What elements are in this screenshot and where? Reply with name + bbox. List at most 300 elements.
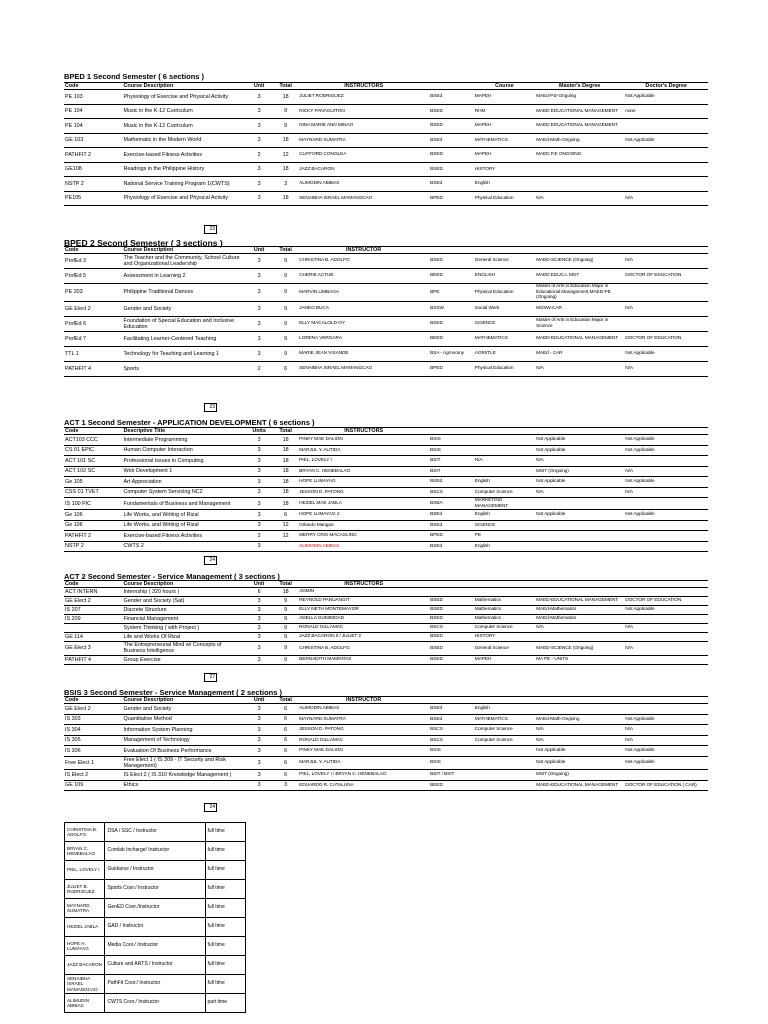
- column-header: [429, 697, 474, 704]
- table-cell: JANEO BUCA: [298, 301, 429, 316]
- table-cell: Professional Issues in Computing: [123, 456, 246, 467]
- staff-name: ALIMUDIN ABIBAS: [65, 994, 105, 1013]
- table-row: [64, 770, 708, 781]
- table-cell: Not Applicable: [535, 435, 624, 446]
- table-cell: BSED: [429, 104, 474, 119]
- table-cell: 2: [245, 361, 273, 376]
- table-cell: N/A: [624, 191, 708, 206]
- table-cell: Physical Education: [474, 191, 535, 206]
- table-cell: 3: [245, 520, 273, 531]
- table-cell: 3: [273, 780, 298, 791]
- column-header: [474, 697, 535, 704]
- column-header: Code: [64, 247, 123, 254]
- table-row: [64, 756, 708, 769]
- table-cell: 9: [273, 346, 298, 361]
- table-row: [64, 361, 708, 376]
- table-cell: English: [474, 510, 535, 521]
- table-cell: BSCS: [429, 725, 474, 736]
- table-header-row: [64, 247, 708, 254]
- table-row: [64, 606, 708, 615]
- table-cell: 3: [245, 735, 273, 746]
- table-cell: 9: [273, 642, 298, 655]
- staff-row: [65, 918, 246, 937]
- column-header: [624, 247, 708, 254]
- table-cell: JAZZ BACARON II / JULIET 2: [298, 633, 429, 642]
- table-cell: PATHFIT 2: [64, 148, 123, 163]
- table-cell: JAZZ BACARON: [298, 162, 429, 177]
- table-cell: 9: [273, 316, 298, 331]
- table-cell: System Thinking ( with Project ): [123, 624, 246, 633]
- table-cell: Evaluation Of Business Performance: [123, 746, 246, 757]
- table-cell: 3: [245, 477, 273, 488]
- column-header: Total: [273, 247, 298, 254]
- table-cell: 3: [245, 510, 273, 521]
- table-row: [64, 445, 708, 456]
- table-cell: Life Works, and Writing of Rizal: [123, 510, 246, 521]
- table-cell: 3: [245, 119, 273, 134]
- table-cell: [474, 588, 535, 597]
- table-cell: Mathematics: [474, 606, 535, 615]
- table-cell: N/A: [535, 361, 624, 376]
- table-cell: MSSW-CAR: [535, 301, 624, 316]
- table-cell: BSCS: [429, 624, 474, 633]
- staff-role: Media Coor./ Instructor: [105, 937, 205, 956]
- table-cell: Facilitating Learner-Centered Teaching: [123, 331, 246, 346]
- column-header: [624, 581, 708, 588]
- table-cell: Information System Planning: [123, 725, 246, 736]
- table-cell: 3: [245, 633, 273, 642]
- table-cell: [624, 704, 708, 715]
- table-cell: Music in the K-12 Curriculum: [123, 104, 246, 119]
- table-cell: Foundation of Special Education and Inclusive Education: [123, 316, 246, 331]
- table-cell: Master of Arts in Education Major in Science: [535, 316, 624, 331]
- table-cell: MAED P.E ONGOING: [535, 148, 624, 163]
- table-cell: 3: [245, 254, 273, 269]
- table-cell: JESSON D. PATONG: [298, 487, 429, 498]
- table-cell: MAEd-Math-Ongoing: [535, 714, 624, 725]
- table-row: [64, 133, 708, 148]
- table-cell: General Science: [474, 254, 535, 269]
- table-cell: REYNOLD PANUANGIT: [298, 597, 429, 606]
- table-cell: [474, 746, 535, 757]
- table-cell: N/A: [535, 456, 624, 467]
- table-cell: EDUARDO R. CATALUNA: [298, 780, 429, 791]
- staff-status: full time: [205, 937, 245, 956]
- staff-role: Comlab Incharge/ Instructor: [105, 842, 205, 861]
- table-cell: ACT103 CCC: [64, 435, 123, 446]
- table-cell: N/A: [624, 725, 708, 736]
- staff-name: JULIET B. RODRIGUEZ: [65, 880, 105, 899]
- table-cell: N/A: [535, 624, 624, 633]
- table-cell: 3: [245, 331, 273, 346]
- table-cell: Not Applicable: [624, 746, 708, 757]
- act1-schedule-table: [64, 427, 708, 552]
- table-cell: MAED EDUCATIONAL MANAGEMENT: [535, 104, 624, 119]
- table-cell: BPED: [429, 191, 474, 206]
- table-cell: ADELLA GUMIMOAD: [298, 615, 429, 624]
- table-cell: 18: [273, 191, 298, 206]
- table-cell: Web Development 1: [123, 466, 246, 477]
- table-cell: Financial Management: [123, 615, 246, 624]
- table-cell: 3: [245, 541, 273, 552]
- staff-status: full time: [205, 918, 245, 937]
- table-cell: 12: [273, 520, 298, 531]
- table-cell: Ge 106: [64, 520, 123, 531]
- table-cell: ENGLISH: [474, 269, 535, 284]
- table-cell: 6: [273, 704, 298, 715]
- column-header: Total: [273, 428, 298, 435]
- table-cell: MAPEH: [474, 148, 535, 163]
- table-cell: 9: [273, 606, 298, 615]
- staff-name: CHRISTINA B. ADOLFO: [65, 823, 105, 842]
- table-cell: MA PE - UNITS: [535, 655, 624, 664]
- table-cell: Exercise-based Fitness Activities: [123, 531, 246, 542]
- table-cell: PATHFIT 2: [64, 531, 123, 542]
- table-cell: 6: [273, 756, 298, 769]
- table-cell: 3: [245, 770, 273, 781]
- staff-role: CWTS Coor./ Instructor: [105, 994, 205, 1013]
- column-header: Unit: [245, 697, 273, 704]
- table-cell: 9: [273, 301, 298, 316]
- table-cell: Not Applicable: [535, 477, 624, 488]
- table-cell: 3: [245, 655, 273, 664]
- table-cell: MATHEMATICS: [474, 133, 535, 148]
- table-cell: AGRI/TLE: [474, 346, 535, 361]
- table-cell: General Science: [474, 642, 535, 655]
- table-row: [64, 466, 708, 477]
- bsis3-schedule-table: [64, 696, 708, 791]
- column-header: Unit: [245, 581, 273, 588]
- bped2-total-units: 23: [204, 403, 217, 412]
- table-cell: [624, 148, 708, 163]
- staff-role: PathFit Coor./ Instructor: [105, 975, 205, 994]
- table-cell: 2: [245, 531, 273, 542]
- table-cell: 3: [245, 498, 273, 510]
- table-cell: BSIS: [429, 756, 474, 769]
- staff-role: GenED Coor./Instructor: [105, 899, 205, 918]
- table-cell: BSEd: [429, 541, 474, 552]
- staff-row: [65, 861, 246, 880]
- table-cell: MATHEMATICS: [474, 331, 535, 346]
- table-cell: MATHEMATICS: [474, 714, 535, 725]
- staff-roles-table: [64, 822, 246, 1013]
- table-cell: Not Applicable: [624, 133, 708, 148]
- table-cell: Gender and Society: [123, 301, 246, 316]
- table-cell: BSEd: [429, 714, 474, 725]
- staff-status: full time: [205, 975, 245, 994]
- table-cell: 3: [245, 162, 273, 177]
- table-cell: [624, 162, 708, 177]
- table-cell: MAED-SCIENCE (Ongoing): [535, 254, 624, 269]
- table-cell: NINA MARIE ANN MINAO: [298, 119, 429, 134]
- table-cell: DOCTOR OF EDUCATION: [624, 597, 708, 606]
- table-row: [64, 119, 708, 134]
- table-cell: Not Applicable: [624, 714, 708, 725]
- table-cell: ACT 101 SC: [64, 456, 123, 467]
- table-cell: BSED: [429, 119, 474, 134]
- table-cell: Computer Science: [474, 735, 535, 746]
- table-cell: Not Applicable: [624, 90, 708, 105]
- table-cell: ProfEd 5: [64, 269, 123, 284]
- table-cell: [624, 456, 708, 467]
- table-row: [64, 588, 708, 597]
- table-row: [64, 435, 708, 446]
- staff-name: SENAIBHA ISRAEL MAMANGCAO: [65, 975, 105, 994]
- table-cell: 9: [273, 597, 298, 606]
- table-cell: MAEd-Math-Ongoing: [535, 133, 624, 148]
- table-cell: N/A: [624, 361, 708, 376]
- table-cell: Not Applicable: [624, 435, 708, 446]
- table-header-row: [64, 83, 708, 90]
- table-cell: N/A: [624, 487, 708, 498]
- table-cell: IS 209: [64, 615, 123, 624]
- table-cell: MAPEH: [474, 90, 535, 105]
- table-cell: Physiology of Exercise and Physical Activity: [123, 90, 246, 105]
- column-header: [429, 581, 474, 588]
- table-cell: Fundamentals of Business and Management: [123, 498, 246, 510]
- staff-row: [65, 823, 246, 842]
- table-cell: HEZIEL MAE JABLA: [298, 498, 429, 510]
- table-cell: [474, 445, 535, 456]
- table-cell: IS Elect 2 ( IS 310 Knowledge Management ): [123, 770, 246, 781]
- table-cell: ELLY NETH MONTEMAYOR: [298, 606, 429, 615]
- column-header: [429, 247, 474, 254]
- table-cell: BEED: [429, 331, 474, 346]
- column-header: [474, 428, 535, 435]
- table-cell: N/A: [624, 642, 708, 655]
- staff-status: full time: [205, 823, 245, 842]
- table-cell: PINKY MAE DALION: [298, 746, 429, 757]
- table-cell: LORENA VERGARA: [298, 331, 429, 346]
- table-cell: MERRY CRIS MACASLING: [298, 531, 429, 542]
- table-cell: [474, 435, 535, 446]
- table-cell: BSEd: [429, 704, 474, 715]
- table-cell: GE 103: [64, 133, 123, 148]
- table-cell: [624, 520, 708, 531]
- table-cell: 9: [273, 284, 298, 302]
- column-header: [624, 428, 708, 435]
- table-cell: Not Applicable: [624, 477, 708, 488]
- table-row: [64, 162, 708, 177]
- table-cell: 3: [245, 133, 273, 148]
- column-header: Unit: [245, 83, 273, 90]
- table-row: [64, 510, 708, 521]
- column-header: Code: [64, 83, 123, 90]
- table-cell: N/A: [624, 254, 708, 269]
- table-cell: Not Applicable: [535, 445, 624, 456]
- table-cell: GE 114: [64, 633, 123, 642]
- table-row: [64, 498, 708, 510]
- staff-row: [65, 899, 246, 918]
- table-cell: Mathematics: [474, 615, 535, 624]
- table-cell: MARJUL Y. AUTIDA: [298, 756, 429, 769]
- table-cell: PINKY MAE DALION: [298, 435, 429, 446]
- table-cell: GE Elect 2: [64, 597, 123, 606]
- table-cell: BSEd: [429, 90, 474, 105]
- table-row: [64, 714, 708, 725]
- table-row: [64, 531, 708, 542]
- table-cell: [535, 541, 624, 552]
- column-header: [535, 581, 624, 588]
- table-cell: 18: [273, 435, 298, 446]
- section-title-act1: ACT 1 Second Semester - APPLICATION DEVELOPMENT ( 6 sections ): [64, 418, 315, 427]
- staff-role: GAD / Instructor: [105, 918, 205, 937]
- table-cell: Ge 105: [64, 477, 123, 488]
- table-cell: IS Elect 2: [64, 770, 123, 781]
- column-header: Course Description: [123, 247, 246, 254]
- table-cell: BPED: [429, 361, 474, 376]
- table-cell: ProfEd 6: [64, 316, 123, 331]
- table-cell: Technology for Teaching and Learning 1: [123, 346, 246, 361]
- table-cell: 18: [273, 487, 298, 498]
- table-cell: Orlando Mangao: [298, 520, 429, 531]
- table-cell: 3: [245, 756, 273, 769]
- table-cell: ALIMODIN ABIBAS: [298, 704, 429, 715]
- table-cell: 3: [245, 104, 273, 119]
- table-cell: MAYNARD SUMATRA: [298, 133, 429, 148]
- table-cell: JULIET RODRIGUEZ: [298, 90, 429, 105]
- column-header: Course Description: [123, 697, 246, 704]
- table-cell: Music in the K-12 Curriculum: [123, 119, 246, 134]
- table-cell: BSEd: [429, 177, 474, 192]
- table-cell: HOPE LUMAYAG: [298, 477, 429, 488]
- table-cell: Quantitative Method: [123, 714, 246, 725]
- table-cell: BSIT: [429, 456, 474, 467]
- table-cell: SCIENCE: [474, 316, 535, 331]
- table-cell: N/A: [535, 725, 624, 736]
- table-cell: BSED: [429, 633, 474, 642]
- table-cell: [624, 531, 708, 542]
- table-cell: MAPEH: [474, 119, 535, 134]
- table-cell: [474, 780, 535, 791]
- table-cell: HISTORY: [474, 633, 535, 642]
- table-cell: Human Computer Interaction: [123, 445, 246, 456]
- table-cell: Internship ( 320 hours ): [123, 588, 246, 597]
- table-cell: 6: [273, 735, 298, 746]
- table-row: [64, 90, 708, 105]
- section-title-bped2: BPED 2 Second Semester ( 3 sections ): [64, 238, 223, 248]
- table-cell: GE Elect 2: [64, 301, 123, 316]
- table-cell: 3: [245, 746, 273, 757]
- table-cell: 3: [245, 725, 273, 736]
- table-cell: 6: [273, 770, 298, 781]
- table-cell: 3: [245, 301, 273, 316]
- table-cell: Not Applicable: [535, 510, 624, 521]
- table-cell: PE 103: [64, 90, 123, 105]
- table-cell: BSED: [429, 254, 474, 269]
- table-cell: CLIFFORD CONOLEA: [298, 148, 429, 163]
- staff-name: JAZZ BACARON: [65, 956, 105, 975]
- table-row: [64, 269, 708, 284]
- table-cell: 3: [245, 714, 273, 725]
- table-cell: MAED-SCIENCE (Ongoing): [535, 642, 624, 655]
- table-cell: BSIT: [429, 466, 474, 477]
- table-cell: BSEd: [429, 510, 474, 521]
- table-cell: BSEd: [429, 520, 474, 531]
- table-cell: PE 203: [64, 284, 123, 302]
- column-header: Unit: [245, 247, 273, 254]
- table-cell: 6: [273, 714, 298, 725]
- table-cell: 18: [273, 133, 298, 148]
- table-cell: [624, 316, 708, 331]
- table-cell: Mathematic in the Modern World: [123, 133, 246, 148]
- table-cell: [535, 162, 624, 177]
- table-row: [64, 148, 708, 163]
- bped1-total-units: 23: [204, 225, 217, 234]
- table-cell: Sports: [123, 361, 246, 376]
- table-cell: [535, 520, 624, 531]
- table-cell: [474, 756, 535, 769]
- column-header: INSTRUCTORS: [298, 581, 429, 588]
- table-header-row: [64, 581, 708, 588]
- table-row: [64, 725, 708, 736]
- table-cell: 3: [245, 90, 273, 105]
- table-cell: 2: [245, 148, 273, 163]
- table-row: [64, 735, 708, 746]
- table-cell: MAEd-P.E-Ongoing: [535, 90, 624, 105]
- table-cell: Physical Education: [474, 361, 535, 376]
- table-cell: [624, 770, 708, 781]
- table-cell: 6: [245, 588, 273, 597]
- column-header: INSTRUCTOR: [298, 697, 429, 704]
- table-cell: 9: [273, 104, 298, 119]
- table-cell: 3: [245, 487, 273, 498]
- table-cell: Physical Education: [474, 284, 535, 302]
- table-cell: 3: [245, 642, 273, 655]
- table-cell: [273, 541, 298, 552]
- table-cell: RONALD GILLAMAC: [298, 735, 429, 746]
- table-cell: English: [474, 477, 535, 488]
- table-cell: BSED: [429, 655, 474, 664]
- staff-role: Guidance / Instructor: [105, 861, 205, 880]
- table-cell: BSCS: [429, 487, 474, 498]
- table-cell: English: [474, 704, 535, 715]
- table-cell: Not Applicable: [624, 510, 708, 521]
- table-cell: PE: [474, 531, 535, 542]
- table-cell: 9: [273, 633, 298, 642]
- table-cell: BRYAN C. HENEBALAO: [298, 466, 429, 477]
- table-cell: MSIT (Ongoing): [535, 466, 624, 477]
- table-cell: 6: [273, 510, 298, 521]
- table-cell: IS 207: [64, 606, 123, 615]
- column-header: Course Description: [123, 581, 246, 588]
- table-row: [64, 780, 708, 791]
- table-cell: Free Elect 1 ( IS 309 - IT Security and Risk Management): [123, 756, 246, 769]
- bsis3-total-units: 24: [204, 803, 217, 812]
- section-title-act2: ACT 2 Second Semester - Service Management ( 3 sections ): [64, 572, 280, 581]
- table-cell: Computer Science: [474, 624, 535, 633]
- table-cell: BPE: [429, 284, 474, 302]
- column-header: Doctor's Degree: [624, 83, 708, 90]
- table-cell: English: [474, 177, 535, 192]
- table-cell: N/A: [624, 735, 708, 746]
- table-row: [64, 331, 708, 346]
- table-cell: BSED: [429, 597, 474, 606]
- table-cell: BEED: [429, 780, 474, 791]
- table-cell: MAPEH: [474, 655, 535, 664]
- table-cell: JESSON D. PATONG: [298, 725, 429, 736]
- table-row: [64, 487, 708, 498]
- table-cell: PE105: [64, 191, 123, 206]
- table-cell: GE108: [64, 162, 123, 177]
- table-cell: DOCTOR OF EDUCATION: [624, 269, 708, 284]
- table-cell: [429, 588, 474, 597]
- column-header: [429, 83, 474, 90]
- table-cell: [624, 284, 708, 302]
- table-row: [64, 615, 708, 624]
- staff-name: HEZIEL JABLA: [65, 918, 105, 937]
- column-header: INSTRUCTORS: [298, 428, 429, 435]
